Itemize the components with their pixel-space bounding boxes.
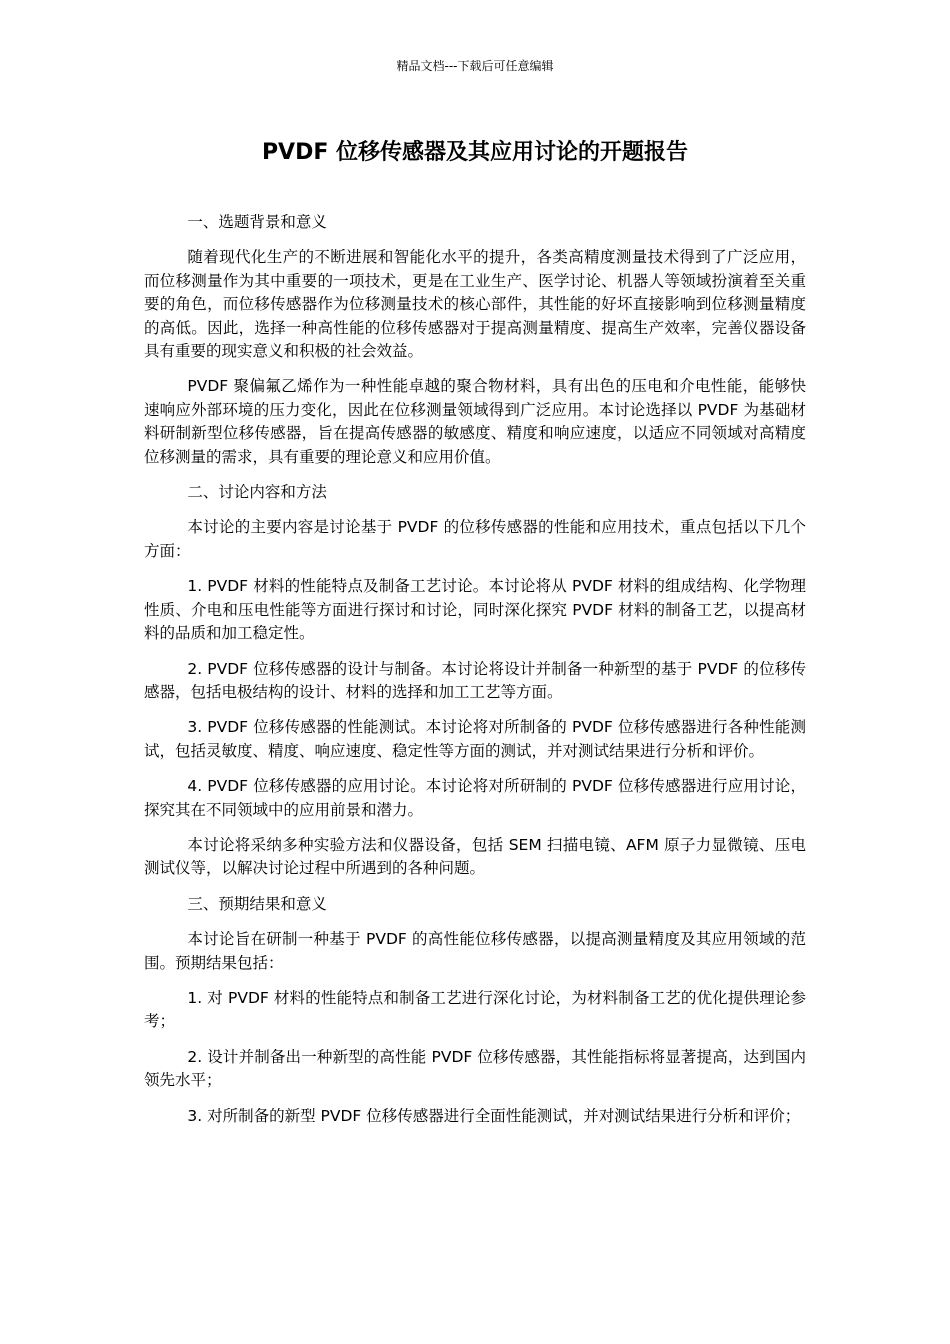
list-item: 1. PVDF 材料的性能特点及制备工艺讨论。本讨论将从 PVDF 材料的组成结构、化学物理性质、介电和压电性能等方面进行探讨和讨论，同时深化探究 PVDF 材料的制备工艺，以提高材料的品质和加工稳定性。 <box>144 577 806 643</box>
list-item: 2. PVDF 位移传感器的设计与制备。本讨论将设计并制备一种新型的基于 PVDF 的位移传感器，包括电极结构的设计、材料的选择和加工工艺等方面。 <box>144 659 806 701</box>
section-heading-background: 一、选题背景和意义 <box>187 213 327 231</box>
section-heading-results: 三、预期结果和意义 <box>187 894 327 913</box>
paragraph: 本讨论旨在研制一种基于 PVDF 的高性能位移传感器，以提高测量精度及其应用领域的范围。预期结果包括： <box>144 930 806 972</box>
document-title: PVDF 位移传感器及其应用讨论的开题报告 <box>261 140 689 165</box>
document-body <box>144 211 806 1140</box>
paragraph: 随着现代化生产的不断进展和智能化水平的提升，各类高精度测量技术得到了广泛应用，而位移测量作为其中重要的一项技术，更是在工业生产、医学讨论、机器人等领域扮演着至关重要的角色，而位移传感器作为位移测量技术的核心部件，其性能的好坏直接影响到位移测量精度的高低。因此，选择一种高性能的位移传感器对于提高测量精度、提高生产效率，完善仪器设备具有重要的现实意义和积极的社会效益。 <box>144 248 806 361</box>
list-item: 1. 对 PVDF 材料的性能特点和制备工艺进行深化讨论，为材料制备工艺的优化提供理论参考； <box>144 988 806 1031</box>
list-item: 3. 对所制备的新型 PVDF 位移传感器进行全面性能测试，并对测试结果进行分析和评价； <box>187 1106 801 1125</box>
list-item: 4. PVDF 位移传感器的应用讨论。本讨论将对所研制的 PVDF 位移传感器进行应用讨论，探究其在不同领域中的应用前景和潜力。 <box>144 777 806 819</box>
list-item: 3. PVDF 位移传感器的性能测试。本讨论将对所制备的 PVDF 位移传感器进行各种性能测试，包括灵敏度、精度、响应速度、稳定性等方面的测试，并对测试结果进行分析和评价。 <box>144 718 806 760</box>
page-header: 精品文档---下载后可任意编辑 <box>396 59 554 73</box>
section-heading-methods: 二、讨论内容和方法 <box>187 483 327 502</box>
paragraph: 本讨论将采纳多种实验方法和仪器设备，包括 SEM 扫描电镜、AFM 原子力显微镜、压电测试仪等，以解决讨论过程中所遇到的各种问题。 <box>144 835 806 878</box>
paragraph: PVDF 聚偏氟乙烯作为一种性能卓越的聚合物材料，具有出色的压电和介电性能，能够快速响应外部环境的压力变化，因此在位移测量领域得到广泛应用。本讨论选择以 PVDF 为基础材料研制新型位移传感器，旨在提高传感器的敏感度、精度和响应速度，以适应不同领域对高精度位移测量的需求，具有重要的理论意义和应用价值。 <box>144 377 806 466</box>
paragraph: 本讨论的主要内容是讨论基于 PVDF 的位移传感器的性能和应用技术，重点包括以下几个方面： <box>144 518 806 560</box>
list-item: 2. 设计并制备出一种新型的高性能 PVDF 位移传感器，其性能指标将显著提高，达到国内领先水平； <box>144 1047 806 1090</box>
